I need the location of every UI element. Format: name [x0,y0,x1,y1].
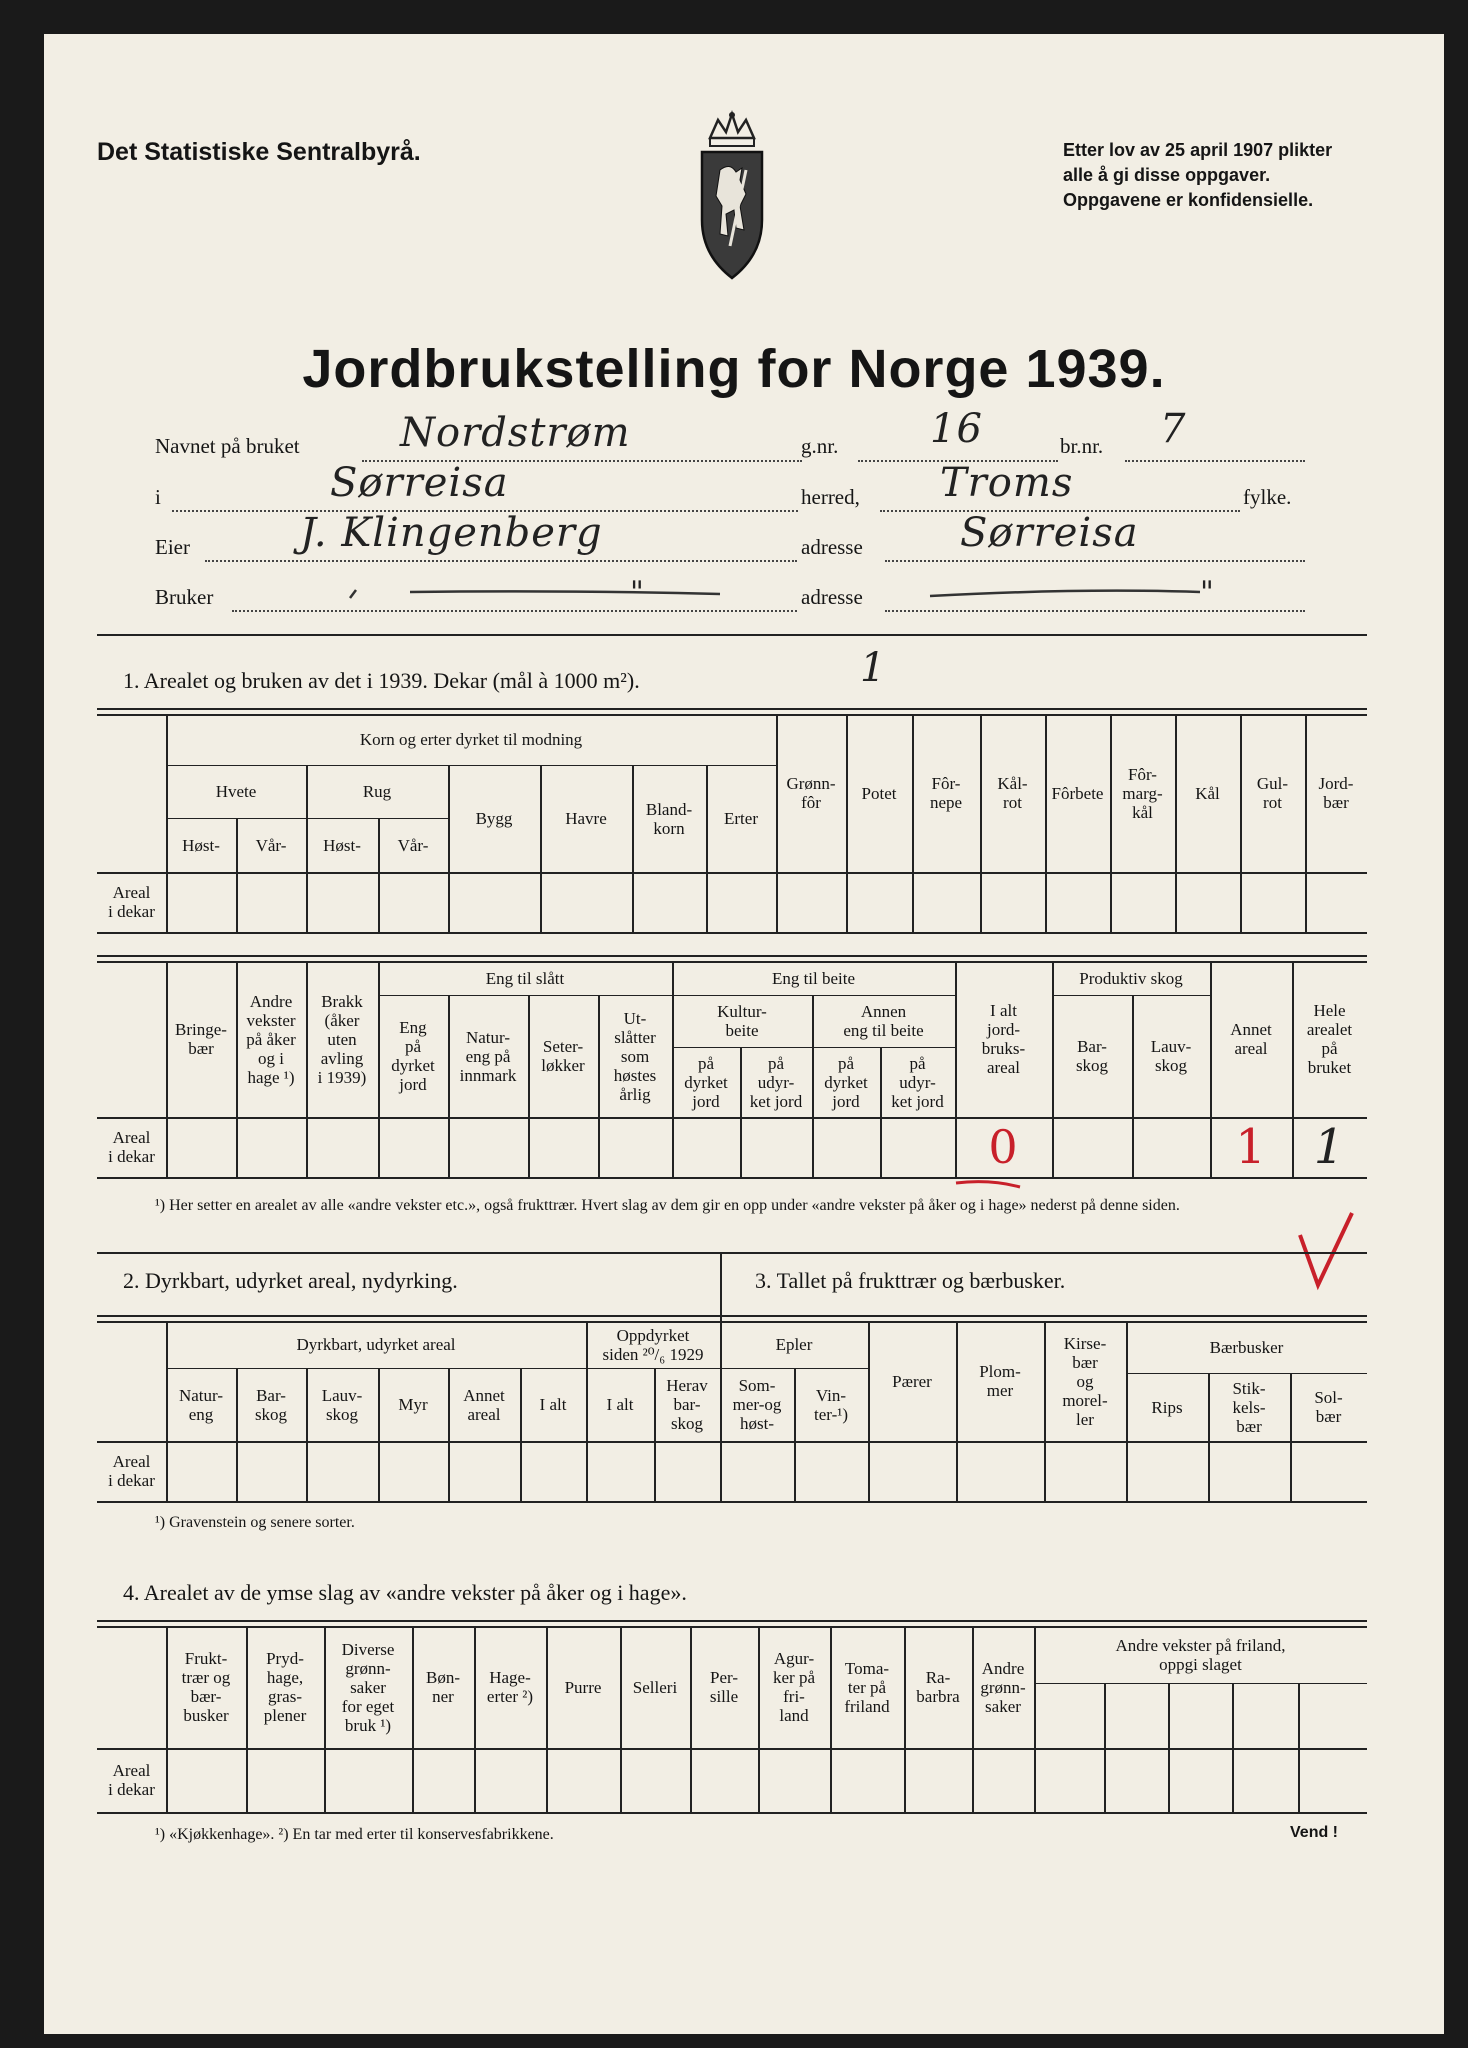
adresse2-label: adresse [801,585,863,609]
t4-col-diverse: Diverse grønn- saker for eget bruk ¹) [341,1639,395,1735]
t3-col-myr: Myr [398,1395,428,1414]
t3-oppdyrket-header: Oppdyrket siden ²⁰/₆ 1929 [602,1325,704,1364]
t3-col-opp-barskog: Herav bar- skog [666,1376,708,1433]
t3-col-vinter: Vin- ter-¹) [813,1385,848,1424]
brnr-label: br.nr. [1060,434,1104,458]
form-title: Jordbrukstelling for Norge 1939. [302,339,1166,399]
i-label: i [155,485,161,509]
herred-label: herred, [801,485,860,509]
t3-col-lauvskog: Lauv- skog [321,1385,363,1424]
law-note: Etter lov av 25 april 1907 plikter alle å gi disse oppgaver. Oppgavene er konfidensielle. [1063,140,1333,210]
agency-name: Det Statistiske Sentralbyrå. [97,138,421,166]
t1-hvete-var: Vår- [255,835,287,855]
t2-row-areal: Areal i dekar [108,1128,155,1166]
t3-baerbusker-header: Bærbusker [1209,1337,1284,1357]
t3-col-ialt: I alt [539,1395,567,1414]
gnr-label: g.nr. [801,434,839,458]
t3-col-plommer: Plom- mer [979,1362,1021,1400]
t2-col-utslatter: Ut- slåtter som høstes årlig [613,1008,657,1104]
adresse2-field[interactable]: " [1200,575,1215,610]
t1-korn-header: Korn og erter dyrket til modning [359,730,583,749]
t1-col-havre: Havre [565,809,607,828]
t2-annen-header: Annen eng til beite [843,1002,924,1040]
t2-eng-beite-header: Eng til beite [771,968,856,988]
eier-label: Eier [155,535,190,559]
t1-col-jordbaer: Jord- bær [1318,774,1354,812]
t3-col-annet: Annet areal [463,1385,505,1424]
t2-skog-header: Produktiv skog [1079,968,1183,988]
t3-dyrkbart-header: Dyrkbart, udyrket areal [296,1335,456,1354]
vend-note: Vend ! [1290,1824,1339,1841]
t2-col-andre-vekster: Andre vekster på åker og i hage ¹) [246,991,296,1087]
t1-rug-header: Rug [362,782,392,801]
s4-footnote: ¹) «Kjøkkenhage». ²) En tar med erter til konservesfabrikkene. [155,1826,554,1843]
t1-col-erter: Erter [724,809,758,828]
navnet-field[interactable]: Nordstrøm [400,410,631,456]
t2-col-lauvskog: Lauv- skog [1150,1037,1192,1075]
t4-col-selleri: Selleri [632,1677,678,1697]
t2-col-brakk: Brakk (åker uten avling i 1939) [317,991,367,1087]
t2-col-natureng: Natur- eng på innmark [459,1027,517,1085]
ditto-strokes [340,570,1240,610]
t4-friland-header: Andre vekster på friland, oppgi slaget [1115,1635,1286,1674]
t4-col-tomater: Toma- ter på friland [844,1658,890,1716]
eier-field[interactable]: J. Klingenberg [300,510,603,556]
t1-col-formargkal: Fôr- marg- kål [1122,764,1163,822]
t1-hvete-host: Høst- [182,835,220,855]
t2-col-eng-dyrket: Eng på dyrket jord [391,1018,435,1094]
t4-col-frukttraer: Frukt- trær og bær- busker [181,1649,231,1725]
t4-col-hageerter: Hage- erter ²) [486,1668,534,1706]
gnr-field[interactable]: 16 [930,406,983,452]
t2-col-seterlokker: Seter- løkker [541,1037,585,1075]
t2-value-ialt[interactable]: 0 [988,1119,1019,1174]
s1-handwritten-note: 1 [860,645,887,691]
t1-col-bygg: Bygg [475,809,513,828]
s3-footnote: ¹) Gravenstein og senere sorter. [155,1514,355,1531]
coat-of-arms-lion-icon [696,110,768,282]
t4-col-bonner: Bøn- ner [426,1668,460,1706]
kommune-field[interactable]: Sørreisa [330,460,509,506]
s3-heading: 3. Tallet på frukttrær og bærbusker. [755,1268,1066,1293]
t1-col-kalrot: Kål- rot [997,774,1028,812]
s1-heading: 1. Arealet og bruken av det i 1939. Dekar (mål à 1000 m²). [123,668,640,693]
t2-col-kultur-udyrket: på udyr- ket jord [749,1053,803,1111]
t2-value-annet[interactable]: 1 [1235,1118,1267,1175]
t4-col-prydhage: Pryd- hage, gras- plener [263,1649,307,1725]
adresse-line [885,560,1305,562]
t2-col-hele-arealet: Hele arealet på bruket [1306,1001,1353,1077]
t3-col-solbaer: Sol- bær [1314,1388,1343,1426]
s4-heading: 4. Arealet av de ymse slag av «andre vekster på åker og i hage». [123,1580,687,1605]
t1-col-blandkorn: Bland- korn [645,799,693,838]
fylke-label: fylke. [1243,485,1292,509]
t4-col-rabarbra: Ra- barbra [916,1668,960,1706]
t3-col-barskog: Bar- skog [254,1385,288,1424]
t4-col-persille: Per- sille [709,1668,739,1706]
t2-value-hele[interactable]: 1 [1313,1118,1346,1175]
t4-row-areal: Areal i dekar [108,1761,155,1799]
t1-col-forbete: Fôrbete [1051,783,1104,803]
t3-col-stikkelsbaer: Stik- kels- bær [1232,1378,1266,1436]
t3-col-rips: Rips [1151,1397,1183,1417]
t3-epler-header: Epler [775,1335,813,1354]
t2-col-annen-dyrket: på dyrket jord [824,1053,868,1111]
t4-col-agurker: Agur- ker på fri- land [772,1649,815,1725]
adresse-label: adresse [801,535,863,559]
adresse-field[interactable]: Sørreisa [960,510,1139,556]
t3-row-areal: Areal i dekar [108,1452,155,1490]
t2-col-barskog: Bar- skog [1075,1037,1109,1075]
t1-rug-host: Høst- [323,835,361,855]
t1-col-kal: Kål [1195,783,1220,803]
bruker-field[interactable]: " [630,575,645,610]
t2-col-kultur-dyrket: på dyrket jord [684,1053,728,1111]
t1-rug-var: Vår- [397,835,429,855]
t2-col-ialt-jordbruksareal: I alt jord- bruks- areal [981,1001,1026,1077]
t1-col-potet: Potet [861,783,897,803]
fylke-field[interactable]: Troms [940,460,1074,506]
navnet-label: Navnet på bruket [155,434,300,458]
t2-col-annen-udyrket: på udyr- ket jord [891,1053,944,1111]
t2-col-bringebaer: Bringe- bær [175,1020,227,1058]
eier-line [205,560,797,562]
s1-footnote: ¹) Her setter en arealet av alle «andre vekster etc.», også frukttrær. Hvert slag av dem gir en opp under «andre vekster på åker og i hage» nederst på denne siden. [155,1197,1180,1214]
t1-col-gulrot: Gul- rot [1256,774,1289,812]
t3-col-opp-ialt: I alt [606,1395,634,1414]
brnr-field[interactable]: 7 [1160,406,1187,452]
t1-col-gronnfor: Grønn- fôr [786,774,836,812]
brnr-line [1125,460,1305,462]
t2-col-annet-areal: Annet areal [1230,1020,1272,1058]
t3-col-kirsebaer: Kirse- bær og morel- ler [1062,1333,1108,1429]
t4-col-andre-gronnsaker: Andre grønn- saker [980,1658,1026,1716]
t1-col-fornepe: Fôr- nepe [929,774,963,812]
bruker-label: Bruker [155,585,214,609]
t4-col-purre: Purre [564,1677,602,1697]
t1-hvete-header: Hvete [215,782,257,801]
bruker-line [232,610,797,612]
t3-col-natureng: Natur- eng [178,1385,224,1424]
t2-eng-slatt-header: Eng til slått [485,968,565,988]
s2-heading: 2. Dyrkbart, udyrket areal, nydyrking. [123,1268,458,1293]
t1-row-areal: Areal i dekar [108,883,155,921]
t3-col-sommer: Som- mer-og høst- [732,1376,782,1433]
t3-col-paerer: Pærer [892,1371,932,1391]
adresse2-line [885,610,1305,612]
t2-kulturbeite-header: Kultur- beite [717,1002,767,1040]
